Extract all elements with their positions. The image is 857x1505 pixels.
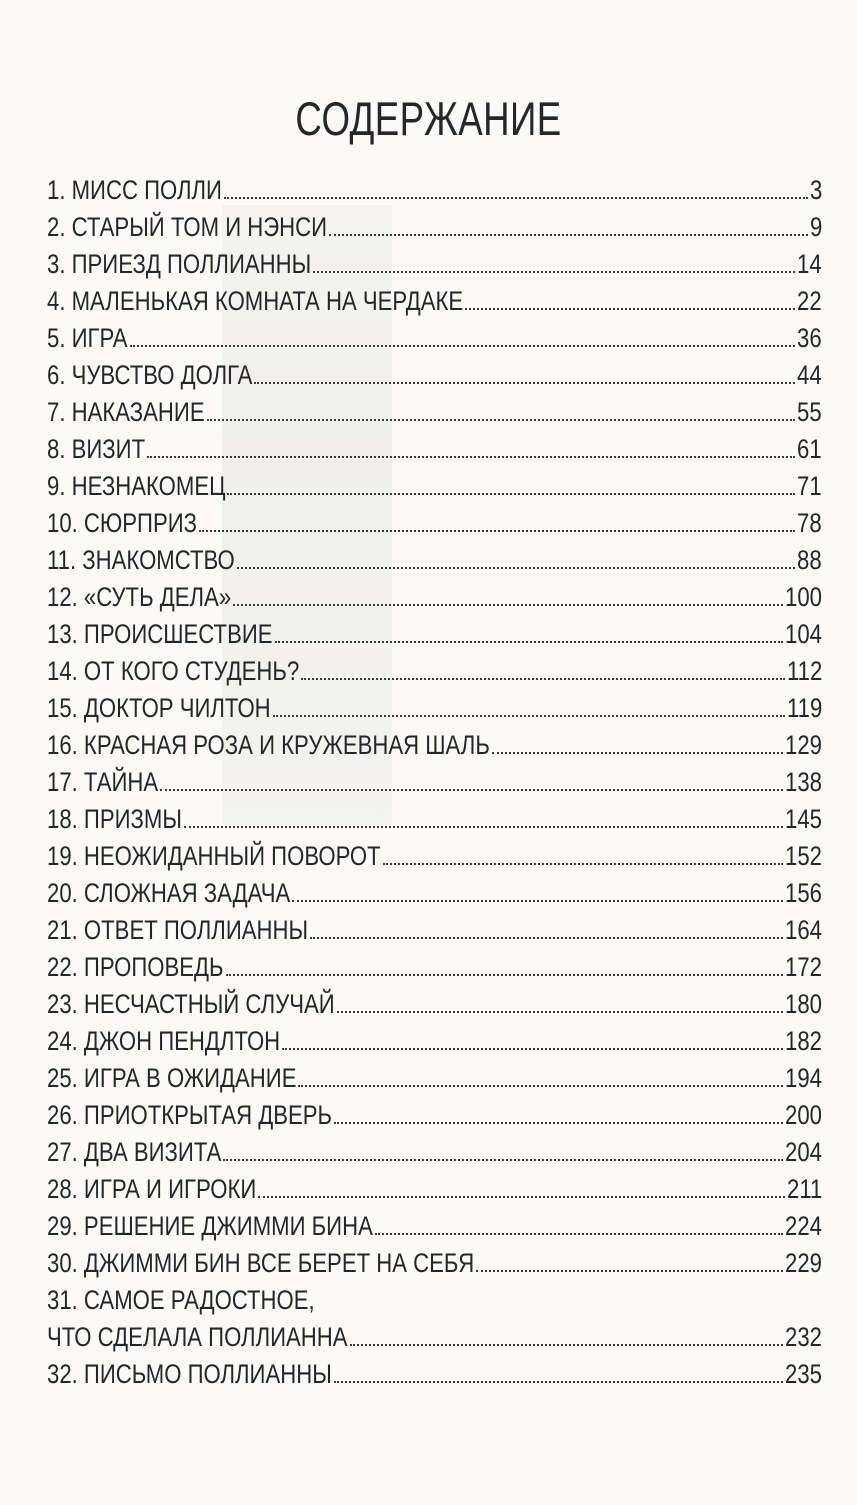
toc-label: 20. СЛОЖНАЯ ЗАДАЧА xyxy=(47,878,291,908)
leader-dots xyxy=(313,271,795,273)
leader-dots xyxy=(258,1196,784,1198)
toc-entry xyxy=(47,909,822,946)
toc-label: 18. ПРИЗМЫ xyxy=(47,804,182,834)
toc-page-number: 232 xyxy=(785,1322,823,1352)
toc-label: 13. ПРОИСШЕСТВИЕ xyxy=(47,619,273,649)
toc-label: 11. ЗНАКОМСТВО xyxy=(47,545,235,575)
toc-entry xyxy=(47,539,822,576)
toc-page-number: 55 xyxy=(797,397,823,427)
toc-label: 28. ИГРА И ИГРОКИ xyxy=(47,1174,257,1204)
toc-label: 6. ЧУВСТВО ДОЛГА xyxy=(47,360,253,390)
toc-entry xyxy=(47,206,822,243)
toc-page-number: 224 xyxy=(785,1211,823,1241)
toc-label: 27. ДВА ВИЗИТА xyxy=(47,1137,222,1167)
toc-entry xyxy=(47,1020,822,1057)
toc-entry xyxy=(47,1168,822,1205)
toc-page-number: 14 xyxy=(797,249,823,279)
toc-page-number: 129 xyxy=(785,730,823,760)
leader-dots xyxy=(492,752,783,754)
toc-page-number: 44 xyxy=(797,360,823,390)
toc-page-number: 3 xyxy=(809,175,823,205)
leader-dots xyxy=(223,1159,783,1161)
toc-entry xyxy=(47,983,822,1020)
leader-dots xyxy=(226,974,784,976)
toc-entry xyxy=(47,1131,822,1168)
leader-dots xyxy=(227,493,795,495)
toc-entry xyxy=(47,243,822,280)
leader-dots xyxy=(273,715,785,717)
leader-dots xyxy=(237,567,796,569)
toc-label: 24. ДЖОН ПЕНДЛТОН xyxy=(47,1026,281,1056)
toc-page-number: 9 xyxy=(809,212,823,242)
leader-dots xyxy=(292,900,783,902)
leader-dots xyxy=(310,937,783,939)
leader-dots xyxy=(465,308,795,310)
toc-page-number: 71 xyxy=(797,471,823,501)
toc-label: 29. РЕШЕНИЕ ДЖИММИ БИНА xyxy=(47,1211,373,1241)
leader-dots xyxy=(282,1048,783,1050)
table-of-contents xyxy=(47,169,822,1390)
leader-dots xyxy=(383,863,783,865)
leader-dots xyxy=(130,345,796,347)
leader-dots xyxy=(184,826,783,828)
toc-page-number: 112 xyxy=(786,656,823,686)
leader-dots xyxy=(337,1011,783,1013)
leader-dots xyxy=(233,604,783,606)
toc-label-continued: ЧТО СДЕЛАЛА ПОЛЛИАННА xyxy=(47,1322,348,1352)
toc-page-number: 200 xyxy=(785,1100,823,1130)
toc-entry xyxy=(47,613,822,650)
toc-page-number: 100 xyxy=(785,582,823,612)
leader-dots xyxy=(207,419,796,421)
toc-entry xyxy=(47,280,822,317)
toc-page-number: 235 xyxy=(785,1359,823,1389)
toc-entry xyxy=(47,317,822,354)
toc-entry xyxy=(47,1205,822,1242)
toc-page-number: 172 xyxy=(785,952,823,982)
leader-dots xyxy=(254,382,795,384)
page-title: СОДЕРЖАНИЕ xyxy=(295,92,562,146)
toc-label: 21. ОТВЕТ ПОЛЛИАННЫ xyxy=(47,915,309,945)
toc-page-number: 119 xyxy=(786,693,823,723)
toc-page-number: 138 xyxy=(785,767,823,797)
toc-entry xyxy=(47,761,822,798)
toc-entry xyxy=(47,872,822,909)
leader-dots xyxy=(301,678,784,680)
toc-label: 9. НЕЗНАКОМЕЦ xyxy=(47,471,226,501)
toc-entry xyxy=(47,465,822,502)
toc-label: 12. «СУТЬ ДЕЛА» xyxy=(47,582,232,612)
toc-page-number: 229 xyxy=(785,1248,823,1278)
toc-entry xyxy=(47,1094,822,1131)
toc-entry xyxy=(47,502,822,539)
toc-entry xyxy=(47,798,822,835)
leader-dots xyxy=(334,1122,783,1124)
toc-label: 7. НАКАЗАНИЕ xyxy=(47,397,205,427)
toc-entry xyxy=(47,724,822,761)
toc-label: 23. НЕСЧАСТНЫЙ СЛУЧАЙ xyxy=(47,989,335,1019)
toc-label: 17. ТАЙНА xyxy=(47,767,159,797)
toc-label: 25. ИГРА В ОЖИДАНИЕ xyxy=(47,1063,297,1093)
toc-entry xyxy=(47,576,822,613)
toc-page-number: 78 xyxy=(797,508,823,538)
toc-page-number: 156 xyxy=(785,878,823,908)
toc-label: 3. ПРИЕЗД ПОЛЛИАННЫ xyxy=(47,249,312,279)
toc-page-number: 182 xyxy=(785,1026,823,1056)
toc-page-number: 194 xyxy=(785,1063,823,1093)
toc-label: 22. ПРОПОВЕДЬ xyxy=(47,952,224,982)
toc-page-number: 61 xyxy=(797,434,823,464)
toc-entry xyxy=(47,687,822,724)
toc-label: 8. ВИЗИТ xyxy=(47,434,146,464)
toc-page-number: 164 xyxy=(785,915,823,945)
leader-dots xyxy=(224,197,808,199)
toc-entry xyxy=(47,1353,822,1390)
toc-page-number: 180 xyxy=(785,989,823,1019)
leader-dots xyxy=(375,1233,783,1235)
toc-label: 10. СЮРПРИЗ xyxy=(47,508,198,538)
toc-label: 1. МИСС ПОЛЛИ xyxy=(47,175,222,205)
toc-entry xyxy=(47,428,822,465)
leader-dots xyxy=(476,1270,783,1272)
leader-dots xyxy=(334,1381,783,1383)
toc-label: 32. ПИСЬМО ПОЛЛИАННЫ xyxy=(47,1359,332,1389)
toc-page-number: 152 xyxy=(785,841,823,871)
toc-entry xyxy=(47,354,822,391)
toc-page-number: 211 xyxy=(786,1174,823,1204)
toc-label: 14. ОТ КОГО СТУДЕНЬ? xyxy=(47,656,300,686)
leader-dots xyxy=(199,530,795,532)
toc-entry xyxy=(47,835,822,872)
leader-dots xyxy=(147,456,795,458)
toc-entry xyxy=(47,169,822,206)
toc-entry xyxy=(47,946,822,983)
leader-dots xyxy=(298,1085,783,1087)
toc-page-number: 145 xyxy=(785,804,823,834)
toc-page-number: 22 xyxy=(797,286,823,316)
toc-entry xyxy=(47,1057,822,1094)
leader-dots xyxy=(275,641,784,643)
toc-entry xyxy=(47,391,822,428)
toc-label: 31. САМОЕ РАДОСТНОЕ, xyxy=(47,1285,315,1315)
toc-page-number: 104 xyxy=(785,619,823,649)
toc-page-number: 204 xyxy=(785,1137,823,1167)
toc-entry xyxy=(47,650,822,687)
toc-label: 30. ДЖИММИ БИН ВСЕ БЕРЕТ НА СЕБЯ xyxy=(47,1248,475,1278)
toc-label: 16. КРАСНАЯ РОЗА И КРУЖЕВНАЯ ШАЛЬ xyxy=(47,730,490,760)
toc-entry xyxy=(47,1279,822,1353)
leader-dots xyxy=(160,789,783,791)
toc-page-number: 88 xyxy=(797,545,823,575)
leader-dots xyxy=(350,1344,784,1346)
toc-label: 4. МАЛЕНЬКАЯ КОМНАТА НА ЧЕРДАКЕ xyxy=(47,286,464,316)
toc-label: 5. ИГРА xyxy=(47,323,128,353)
toc-page-number: 36 xyxy=(797,323,823,353)
toc-label: 2. СТАРЫЙ ТОМ И НЭНСИ xyxy=(47,212,328,242)
leader-dots xyxy=(329,234,808,236)
toc-label: 19. НЕОЖИДАННЫЙ ПОВОРОТ xyxy=(47,841,381,871)
toc-entry xyxy=(47,1242,822,1279)
toc-label: 26. ПРИОТКРЫТАЯ ДВЕРЬ xyxy=(47,1100,333,1130)
toc-label: 15. ДОКТОР ЧИЛТОН xyxy=(47,693,271,723)
